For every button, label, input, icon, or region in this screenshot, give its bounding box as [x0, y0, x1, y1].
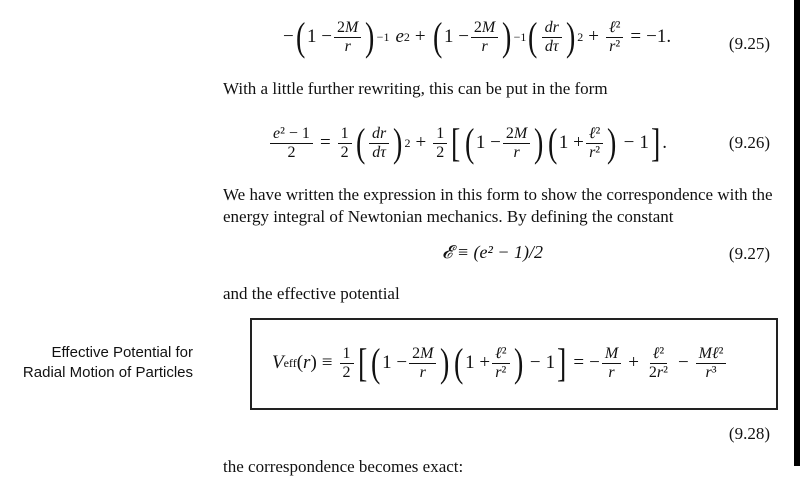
paragraph-effective-potential: and the effective potential — [223, 284, 400, 303]
equation-number-9-25: (9.25) — [728, 34, 770, 53]
paragraph-line: energy integral of Newtonian mechanics. By defining the constant — [223, 207, 674, 226]
margin-note-line: Radial Motion of Particles — [22, 364, 193, 381]
paragraph-line: We have written the expression in this form to show the correspondence with the — [223, 185, 773, 204]
scan-edge-shadow — [794, 0, 800, 466]
equation-9-28: V eff (r) ≡ $\frac{1}{2}$ [ ( 1 − $\frac{2M}{r}$ ) ( 1 + $\frac{\text{ℓ²}}{\text{r²}}$ ) − 1 ] = − $\frac{M}{r}$ + $\frac{\text{ℓ²}}{\text{2r²}}$ − $\frac{\text{Mℓ²}}{\text{r³}}$ — [272, 332, 728, 394]
cutoff-text-line: the correspondence becomes exact: — [223, 457, 464, 476]
paragraph-correspondence — [223, 184, 783, 228]
equation-number-9-27: (9.27) — [728, 244, 770, 263]
margin-note-line: Effective Potential for — [51, 344, 193, 361]
equation-number-9-26: (9.26) — [728, 133, 770, 152]
paragraph-rewrite: With a little further rewriting, this can be put in the form — [223, 79, 608, 98]
equation-number-9-28: (9.28) — [728, 424, 770, 443]
equation-9-27: 𝓔 ≡ (e² − 1)/2 — [442, 242, 543, 262]
margin-note — [0, 343, 193, 383]
equation-9-25: − ( 1 − $\frac{2M}{r}$ ) −1 e 2 + ( 1 − $\frac{2M}{r}$ ) −1 ( $\frac{dr}{d\tau}$ ) 2 + $\frac{\text{ℓ²}}{\text{r²}}$ = −1. — [283, 14, 672, 59]
equation-9-26: $\frac{\text{e² − 1}}{2}$ = $\frac{1}{2}$ ( $\frac{dr}{d\tau}$ ) 2 + $\frac{1}{2}$ [ ( 1 − $\frac{2M}{r}$ ) ( 1 + $\frac{\text{ℓ²}}{\text{r²}}$ ) − 1 ] . — [268, 112, 667, 174]
